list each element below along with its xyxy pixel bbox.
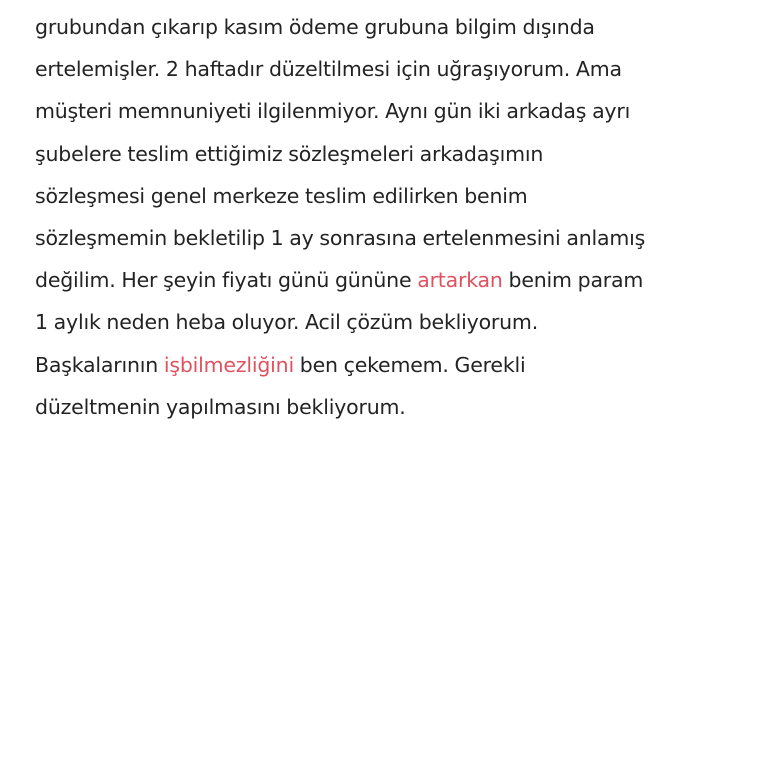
highlighted-word-link[interactable]: işbilmezliğini [163,352,294,377]
text-line-4: şubelere teslim ettiğimiz sözleşmeleri arkadaşımın [35,141,544,166]
text-line-7 [35,259,755,301]
text-segment: benim param [502,268,644,293]
text-line-10: düzeltmenin yapılmasını bekliyorum. [35,394,406,419]
text-line-3: müşteri memnuniyeti ilgilenmiyor. Aynı gün iki arkadaş ayrı [35,99,631,124]
text-line-1: grubundan çıkarıp kasım ödeme grubuna bilgim dışında [35,15,595,39]
text-segment: değilim. Her şeyin fiyatı günü gününe [35,268,418,293]
highlighted-word-link[interactable]: artarkan [417,268,503,293]
text-segment: ben çekemem. Gerekli [293,352,526,377]
text-line-5: sözleşmesi genel merkeze teslim edilirken benim [35,183,528,208]
complaint-text [35,6,755,428]
text-line-6: sözleşmemin bekletilip 1 ay sonrasına ertelenmesini anlamış [35,226,646,251]
text-line-8: 1 aylık neden heba oluyor. Acil çözüm bekliyorum. [35,310,539,335]
text-line-9 [35,344,755,386]
text-segment: Başkalarının [35,352,164,377]
text-line-2: ertelemişler. 2 haftadır düzeltilmesi için uğraşıyorum. Ama [35,57,622,82]
